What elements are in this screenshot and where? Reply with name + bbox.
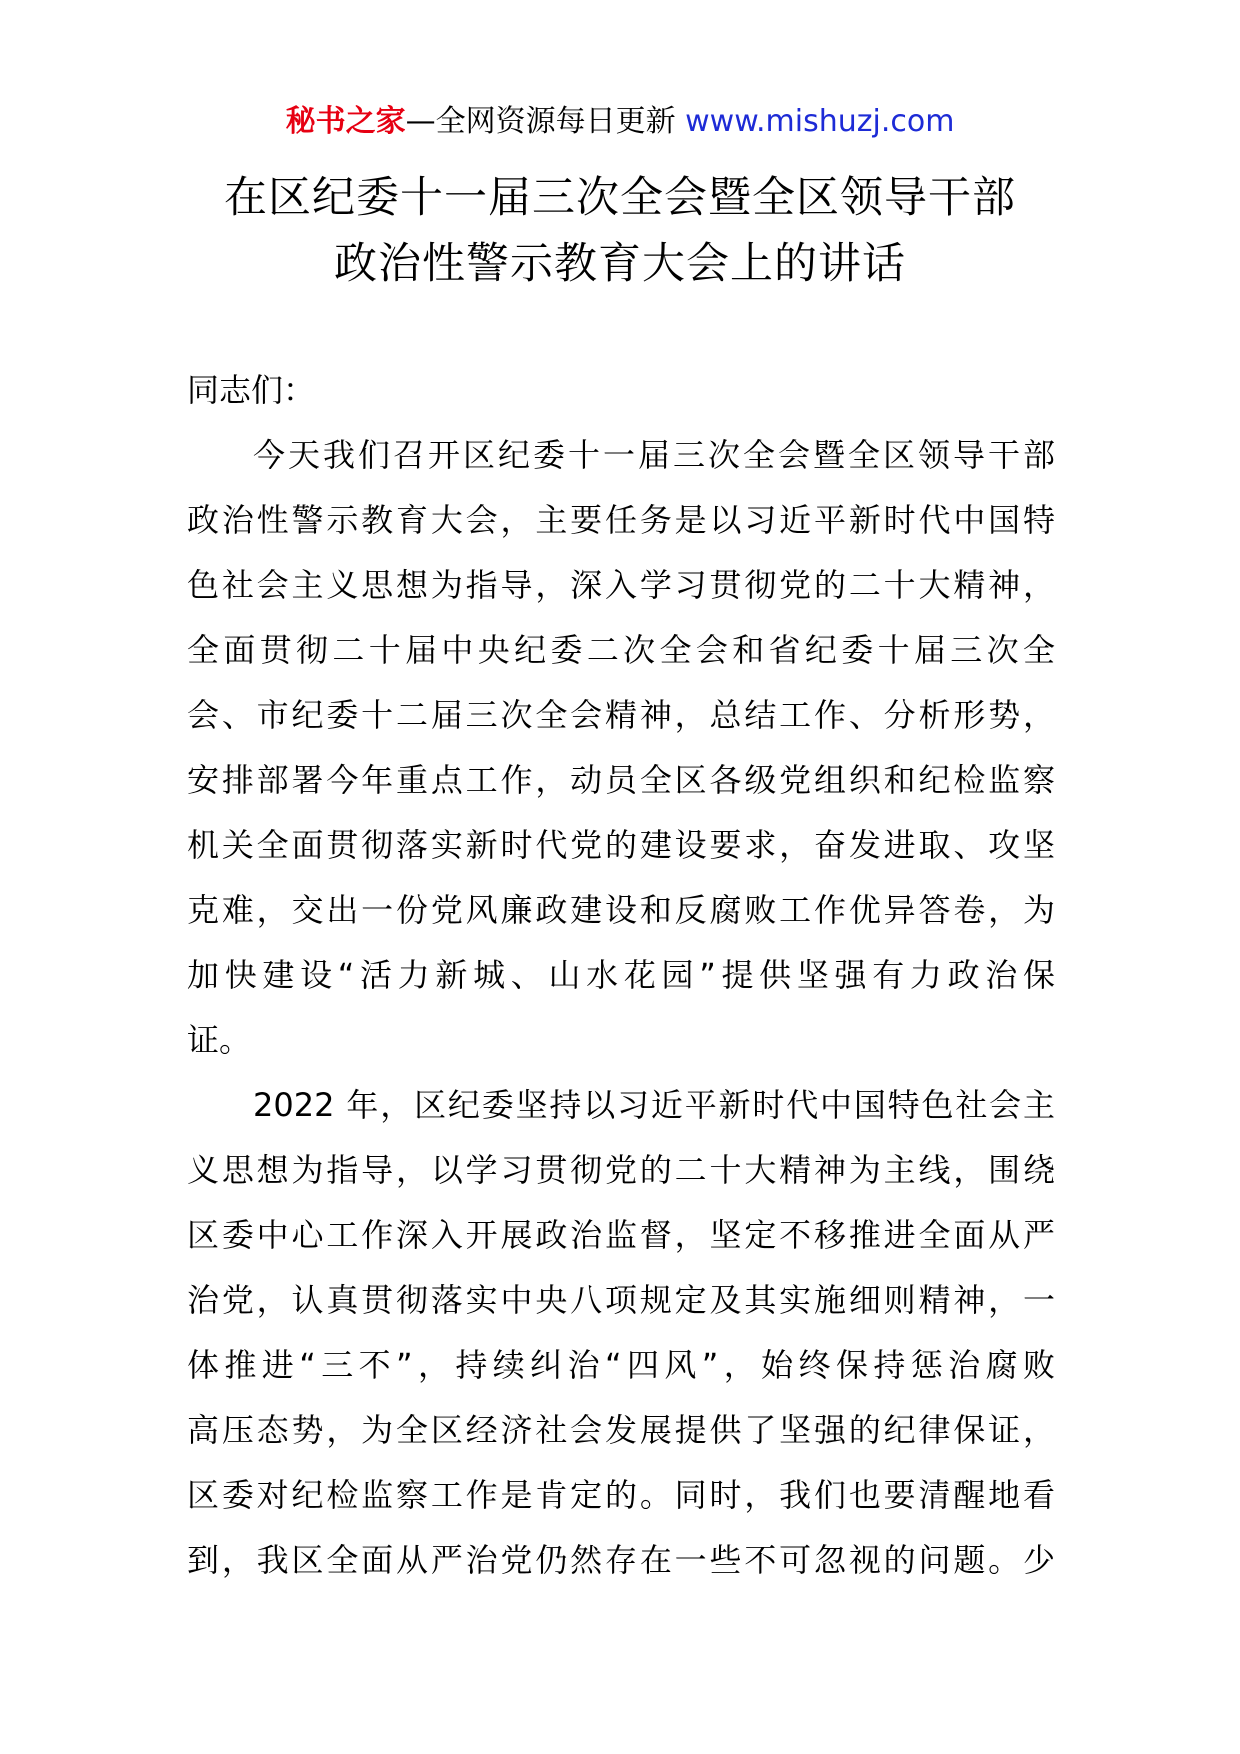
text-line: 全面贯彻二十届中央纪委二次全会和省纪委十届三次全 [187, 631, 1055, 669]
document-body [187, 358, 1055, 1593]
text-line: 义思想为指导，以学习贯彻党的二十大精神为主线，围绕 [187, 1151, 1055, 1189]
title-line: 在区纪委十一届三次全会暨全区领导干部 [224, 173, 1016, 223]
text-line: 克难，交出一份党风廉政建设和反腐败工作优异答卷，为 [187, 891, 1055, 929]
text-line: 机关全面贯彻落实新时代党的建设要求，奋发进取、攻坚 [187, 826, 1055, 864]
text-line: 到，我区全面从严治党仍然存在一些不可忽视的问题。少 [187, 1541, 1055, 1579]
text-line: 政治性警示教育大会，主要任务是以习近平新时代中国特 [187, 501, 1055, 539]
paragraph-opening [187, 423, 1055, 1073]
text-line: 体推进“三不”，持续纠治“四风”，始终保持惩治腐败 [187, 1346, 1055, 1384]
text-line: 2022 年，区纪委坚持以习近平新时代中国特色社会主 [253, 1086, 1055, 1124]
text-line: 区委中心工作深入开展政治监督，坚定不移推进全面从严 [187, 1216, 1055, 1254]
paragraph-review-2022 [187, 1073, 1055, 1593]
site-tagline: —全网资源每日更新 [405, 104, 676, 139]
salutation: 同志们： [187, 371, 316, 409]
site-header [0, 102, 1240, 142]
text-line: 会、市纪委十二届三次全会精神，总结工作、分析形势， [187, 696, 1055, 734]
text-line: 治党，认真贯彻落实中央八项规定及其实施细则精神，一 [187, 1281, 1055, 1319]
text-line: 高压态势，为全区经济社会发展提供了坚强的纪律保证， [187, 1411, 1055, 1449]
site-url-link[interactable]: www.mishuzj.com [685, 104, 955, 139]
text-line: 今天我们召开区纪委十一届三次全会暨全区领导干部 [253, 436, 1055, 474]
document-title [0, 165, 1240, 297]
text-line: 加快建设“活力新城、山水花园”提供坚强有力政治保 [187, 956, 1055, 994]
text-line: 证。 [187, 1021, 252, 1059]
text-line: 色社会主义思想为指导，深入学习贯彻党的二十大精神， [187, 566, 1055, 604]
text-line: 区委对纪检监察工作是肯定的。同时，我们也要清醒地看 [187, 1476, 1055, 1514]
text-line: 安排部署今年重点工作，动员全区各级党组织和纪检监察 [187, 761, 1055, 799]
title-line: 政治性警示教育大会上的讲话 [334, 239, 906, 289]
site-brand: 秘书之家 [285, 104, 406, 139]
